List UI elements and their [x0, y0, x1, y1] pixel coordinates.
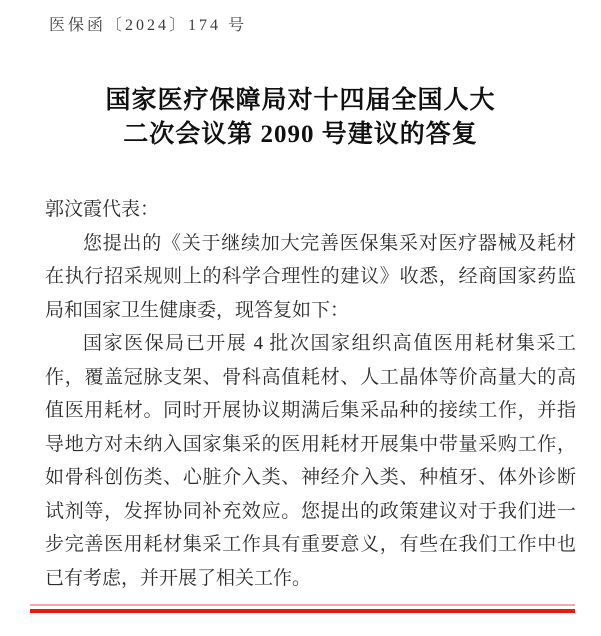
title-line-1: 国家医疗保障局对十四届全国人大	[105, 87, 496, 114]
red-divider-thin	[30, 604, 575, 606]
paragraph-1: 您提出的《关于继续加大完善医保集采对医疗器械及耗材在执行招采规则上的科学合理性的建议》收悉，经商国家药监局和国家卫生健康委，现答复如下：	[45, 232, 576, 321]
document-title	[0, 84, 601, 152]
doc-number: 医保函〔2024〕174 号	[49, 17, 248, 34]
title-line-2: 二次会议第 2090 号建议的答复	[123, 121, 478, 148]
paragraph-2: 国家医保局已开展 4 批次国家组织高值医用耗材集采工作，覆盖冠脉支架、骨科高值耗材、人工晶体等价高量大的高值医用耗材。同时开展协议期满后集采品种的接续工作，并指导地方对未纳入国家集采的医用耗材开展集中带量采购工作，如骨科创伤类、心脏介入类、神经介入类、种植牙、体外诊断试剂等，发挥协同补充效应。您提出的政策建议对于我们进一步完善医用耗材集采工作具有重要意义，有些在我们工作中也已有考虑，并开展了相关工作。	[45, 333, 576, 589]
salutation: 郭汶霞代表：	[45, 199, 160, 220]
red-divider-thick	[30, 609, 575, 613]
document-body	[45, 193, 576, 595]
